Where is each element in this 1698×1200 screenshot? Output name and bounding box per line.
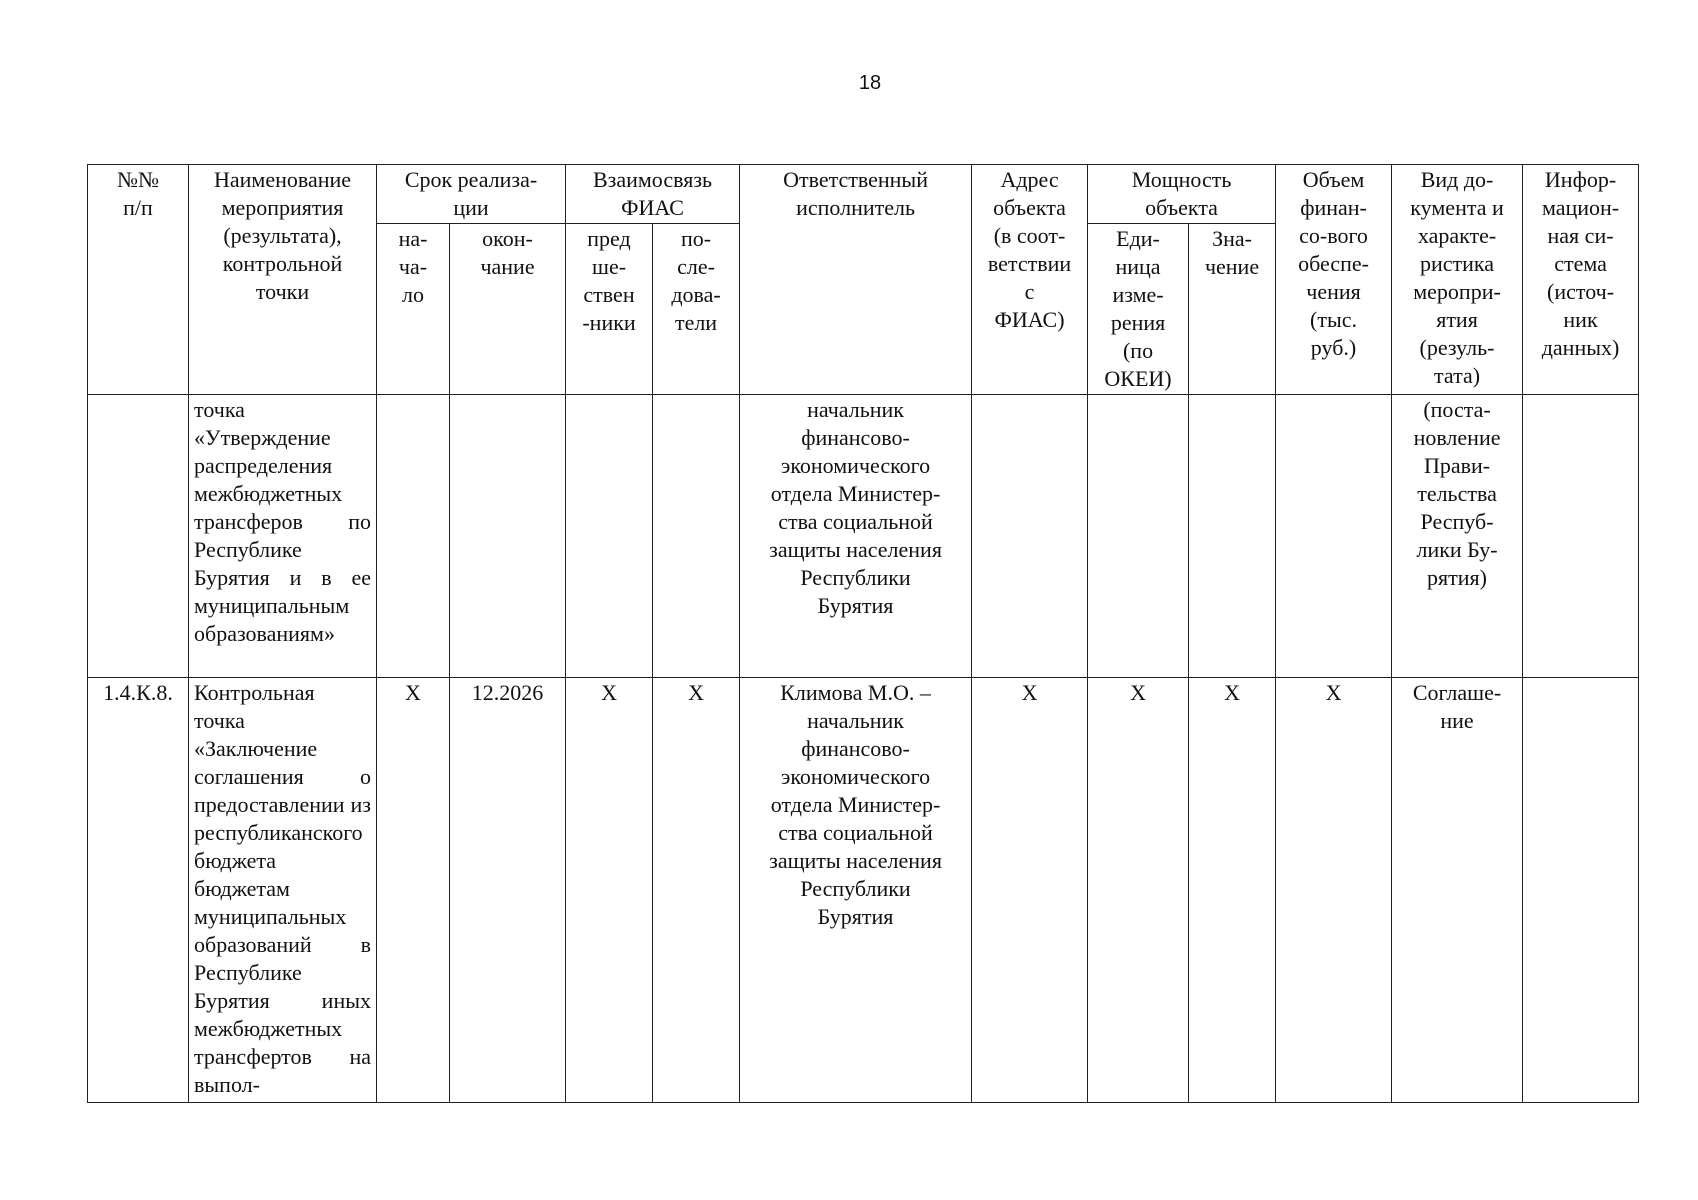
row-responsible: Климова М.О. – начальник финансово- экономического отдела Министер- ства социальной защиты населения Республики Бурятия (740, 678, 972, 1103)
header-infosys: Инфор- мацион- ная си- стема (источ- ник данных) (1523, 165, 1639, 395)
page-number: 18 (858, 72, 882, 94)
header-link-pred: пред ше- ствен -ники (566, 224, 653, 395)
row-pred (566, 395, 653, 678)
header-capacity: Мощность объекта (1088, 165, 1276, 224)
activities-table (87, 164, 1639, 1103)
header-finance: Объем финан- со-вого обеспе- чения (тыс. руб.) (1276, 165, 1392, 395)
row-infosys (1523, 395, 1639, 678)
row-unit (1088, 395, 1189, 678)
header-capacity-value: Зна- чение (1189, 224, 1276, 395)
row-next (653, 395, 740, 678)
row-pred: X (566, 678, 653, 1103)
row-num: 1.4.К.8. (88, 678, 189, 1103)
header-term-end: окон- чание (450, 224, 566, 395)
row-infosys (1523, 678, 1639, 1103)
row-end: 12.2026 (450, 678, 566, 1103)
row-start: X (377, 678, 450, 1103)
header-address: Адрес объекта (в соот- ветствии с ФИАС) (972, 165, 1088, 395)
row-doc: (поста- новление Прави- тельства Респуб- лики Бу- рятия) (1392, 395, 1523, 678)
row-address (972, 395, 1088, 678)
table-header (88, 165, 1639, 395)
row-next: X (653, 678, 740, 1103)
header-name: Наименование мероприятия (результата), контрольной точки (189, 165, 377, 395)
row-unit: X (1088, 678, 1189, 1103)
header-responsible: Ответственный исполнитель (740, 165, 972, 395)
row-address: X (972, 678, 1088, 1103)
row-value: X (1189, 678, 1276, 1103)
row-finance: X (1276, 678, 1392, 1103)
row-responsible: начальник финансово- экономического отдела Министер- ства социальной защиты населения Республики Бурятия (740, 395, 972, 678)
row-value (1189, 395, 1276, 678)
header-doc: Вид до- кумента и характе- ристика меропри- ятия (резуль- тата) (1392, 165, 1523, 395)
header-link: Взаимосвязь ФИАС (566, 165, 740, 224)
row-num (88, 395, 189, 678)
row-name: Контрольная точка «Заключение соглашения о предоставлении из республиканского бюджета бюджетам муниципальных образований в Республике Бурятия иных межбюджетных трансфертов на выпол- (189, 678, 377, 1103)
table-row (88, 395, 1639, 678)
table-row (88, 678, 1639, 1103)
header-num: №№ п/п (88, 165, 189, 395)
header-link-next: по- сле- дова- тели (653, 224, 740, 395)
row-finance (1276, 395, 1392, 678)
row-start (377, 395, 450, 678)
row-name: точка «Утверждение распределения межбюджетных трансферов по Республике Бурятия и в ее муниципальным образованиям» (189, 395, 377, 678)
header-term-start: на- ча- ло (377, 224, 450, 395)
row-doc: Соглаше- ние (1392, 678, 1523, 1103)
row-end (450, 395, 566, 678)
header-capacity-unit: Еди- ница изме- рения (по ОКЕИ) (1088, 224, 1189, 395)
header-term: Срок реализа- ции (377, 165, 566, 224)
